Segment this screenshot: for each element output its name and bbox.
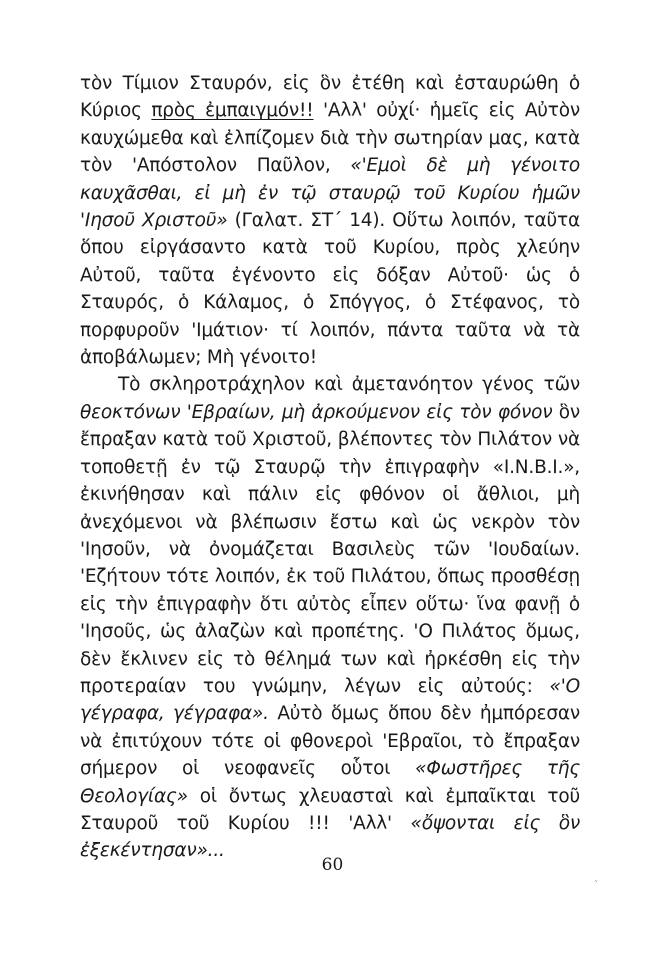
underlined-phrase: πρὸς ἐμπαιγμόν!! [151,100,314,122]
text-run: οἱ ὄντως χλευασταὶ καὶ ἐμπαῖκται τοῦ Σταυροῦ τοῦ Κυρίου !!! 'Αλλ' [80,785,580,834]
text-run: Τὸ σκληροτράχηλον καὶ ἀμετανόητον γένος τῶν [118,374,580,396]
text-run: τὸν Τίμιον Σταυρόν, εἰς ὃν ἐτέθη καὶ ἐσταυρώθη ὁ Κύριος [80,73,580,122]
body-text [80,70,580,865]
italic-quote: «'Ο γέγραφα, γέγραφα». [80,675,580,725]
paragraph-2 [80,371,580,864]
italic-quote: «'Εμοὶ δὲ μὴ γένοιτο καυχᾶσθαι, εἰ μὴ ἐν τῷ σταυρῷ τοῦ Κυρίου ἡμῶν 'Ιησοῦ Χριστοῦ» [80,155,580,232]
italic-quote: «ὄψονται εἰς ὃν ἐξεκέντησαν»... [80,812,581,862]
italic-quote: θεοκτόνων 'Εβραίων, μὴ ἀρκούμενον εἰς τὸν φόνον [80,401,553,423]
text-run: (Γαλατ. ΣΤ΄ 14). Οὕτω λοιπόν, ταῦτα ὅπου εἰργάσαντο κατὰ τοῦ Κυρίου, πρὸς χλεύην Αὐτοῦ, ταῦτα ἐγένοντο εἰς δόξαν Αὐτοῦ· ὡς ὁ Σταυρός, ὁ Κάλαμος, ὁ Σπόγγος, ὁ Στέφανος, τὸ πορφυροῦν 'Ιμάτιον· τί λοιπόν, πάντα ταῦτα νὰ τὰ ἀποβάλωμεν; Μὴ γένοιτο! [80,210,580,369]
page-number: 60 [321,855,344,875]
text-run: 'Αλλ' οὐχί· ἡμεῖς εἰς Αὐτὸν καυχώμεθα καὶ ἐλπίζομεν διὰ τὴν σωτηρίαν μας, κατὰ τὸν 'Απόστολον Παῦλον, [80,100,580,177]
stray-mark: ` [594,880,599,891]
text-run: Αὐτὸ ὅμως ὅπου δὲν ἠμπόρεσαν νὰ ἐπιτύχουν τότε οἱ φθονεροὶ 'Εβραῖοι, τὸ ἔπραξαν σήμερον οἱ νεοφανεῖς οὗτοι [80,703,580,780]
italic-quote: «Φωστῆρες τῆς Θεολογίας» [80,758,580,807]
text-run: ὃν ἔπραξαν κατὰ τοῦ Χριστοῦ, βλέποντες τὸν Πιλάτον νὰ τοποθετῇ ἐν τῷ Σταυρῷ τὴν ἐπιγραφὴν «Ι.Ν.Β.Ι.», ἐκινήθησαν καὶ πάλιν εἰς φθόνον οἱ ἄθλιοι, μὴ ἀνεχόμενοι νὰ βλέπωσιν ἔστω καὶ ὡς νεκρὸν τὸν 'Ιησοῦν, νὰ ὀνομάζεται Βασιλεὺς τῶν 'Ιουδαίων. 'Εζήτουν τότε λοιπόν, ἐκ τοῦ Πιλάτου, ὅπως προσθέσῃ εἰς τὴν ἐπιγραφὴν ὅτι αὐτὸς εἶπεν οὕτω· ἵνα φανῇ ὁ 'Ιησοῦς, ὡς ἀλαζὼν καὶ προπέτης. 'Ο Πιλάτος ὅμως, δὲν ἔκλινεν εἰς τὸ θέλημά των καὶ ἠρκέσθη εἰς τὴν προτεραίαν του γνώμην, λέγων εἰς αὐτούς: [80,401,581,697]
paragraph-1 [80,70,580,371]
